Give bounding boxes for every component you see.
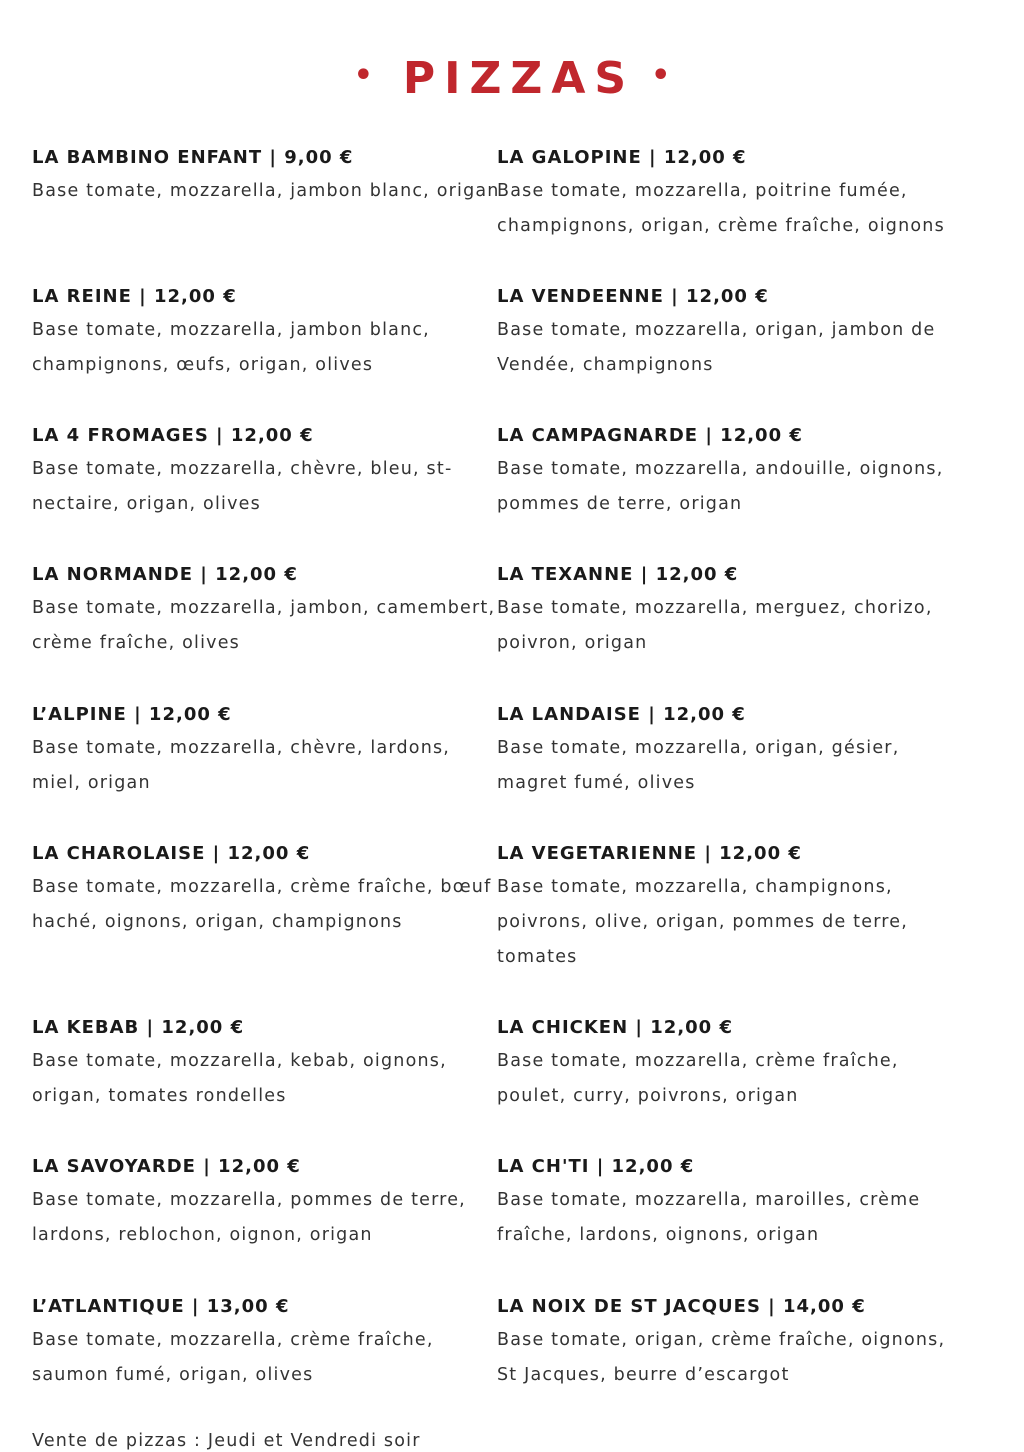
menu-item: [32, 564, 502, 661]
item-title: LA LANDAISE | 12,00 €: [497, 704, 746, 725]
item-title: LA VEGETARIENNE | 12,00 €: [497, 843, 802, 864]
item-description: Base tomate, mozzarella, origan, gésier, magret fumé, olives: [497, 738, 900, 793]
menu-item: [497, 425, 967, 522]
item-title: LA VENDEENNE | 12,00 €: [497, 286, 769, 307]
menu-item: [497, 564, 967, 661]
item-description: Base tomate, mozzarella, champignons, poivrons, olive, origan, pommes de terre, tomates: [497, 877, 909, 967]
item-title: LA CHICKEN | 12,00 €: [497, 1017, 733, 1038]
item-title: LA NORMANDE | 12,00 €: [32, 564, 298, 585]
item-description: Base tomate, mozzarella, jambon blanc, origan: [32, 181, 500, 201]
menu-item: [497, 843, 967, 975]
menu-item: [497, 1156, 967, 1253]
item-description: Base tomate, mozzarella, kebab, oignons, origan, tomates rondelles: [32, 1051, 447, 1106]
item-title: LA REINE | 12,00 €: [32, 286, 237, 307]
item-title: LA BAMBINO ENFANT | 9,00 €: [32, 147, 354, 168]
item-title: LA NOIX DE ST JACQUES | 14,00 €: [497, 1296, 866, 1317]
menu-item: [497, 1296, 967, 1393]
menu-item: [497, 286, 967, 383]
menu-item: [497, 704, 967, 801]
menu-item: [32, 286, 502, 383]
page-title: [0, 50, 1024, 110]
item-title: LA KEBAB | 12,00 €: [32, 1017, 245, 1038]
item-description: Base tomate, mozzarella, jambon, camembert, crème fraîche, olives: [32, 598, 496, 653]
item-description: Base tomate, mozzarella, maroilles, crème fraîche, lardons, oignons, origan: [497, 1190, 921, 1245]
item-description: Base tomate, mozzarella, chèvre, bleu, st-nectaire, origan, olives: [32, 459, 453, 514]
item-description: Base tomate, mozzarella, crème fraîche, poulet, curry, poivrons, origan: [497, 1051, 899, 1106]
item-title: LA CH'TI | 12,00 €: [497, 1156, 695, 1177]
item-description: Base tomate, mozzarella, jambon blanc, champignons, œufs, origan, olives: [32, 320, 430, 375]
item-description: Base tomate, mozzarella, pommes de terre, lardons, reblochon, oignon, origan: [32, 1190, 466, 1245]
menu-item: [32, 843, 502, 940]
item-description: Base tomate, mozzarella, crème fraîche, bœuf haché, oignons, origan, champignons: [32, 877, 492, 932]
item-title: LA CHAROLAISE | 12,00 €: [32, 843, 311, 864]
menu-item: [497, 1017, 967, 1114]
menu-item: [32, 147, 502, 209]
item-title: LA CAMPAGNARDE | 12,00 €: [497, 425, 803, 446]
item-title: LA SAVOYARDE | 12,00 €: [32, 1156, 301, 1177]
item-description: Base tomate, mozzarella, merguez, chorizo, poivron, origan: [497, 598, 933, 653]
footer-note: Vente de pizzas : Jeudi et Vendredi soir: [32, 1431, 421, 1451]
item-description: Base tomate, mozzarella, poitrine fumée, champignons, origan, crème fraîche, oignons: [497, 181, 945, 236]
item-description: Base tomate, mozzarella, crème fraîche, saumon fumé, origan, olives: [32, 1330, 434, 1385]
item-description: Base tomate, mozzarella, andouille, oignons, pommes de terre, origan: [497, 459, 944, 514]
title-dot-left: •: [353, 58, 373, 93]
item-title: L’ATLANTIQUE | 13,00 €: [32, 1296, 290, 1317]
item-title: L’ALPINE | 12,00 €: [32, 704, 232, 725]
item-description: Base tomate, mozzarella, chèvre, lardons, miel, origan: [32, 738, 451, 793]
item-title: LA TEXANNE | 12,00 €: [497, 564, 739, 585]
title-text: PIZZAS: [402, 53, 636, 104]
menu-item: [32, 704, 502, 801]
menu-item: [32, 1017, 502, 1114]
menu-item: [32, 1296, 502, 1393]
menu-item: [32, 1156, 502, 1253]
title-dot-right: •: [651, 58, 671, 93]
item-title: LA 4 FROMAGES | 12,00 €: [32, 425, 314, 446]
item-description: Base tomate, mozzarella, origan, jambon de Vendée, champignons: [497, 320, 936, 375]
item-title: LA GALOPINE | 12,00 €: [497, 147, 747, 168]
menu-item: [497, 147, 987, 244]
item-description: Base tomate, origan, crème fraîche, oignons, St Jacques, beurre d’escargot: [497, 1330, 946, 1385]
menu-item: [32, 425, 502, 522]
